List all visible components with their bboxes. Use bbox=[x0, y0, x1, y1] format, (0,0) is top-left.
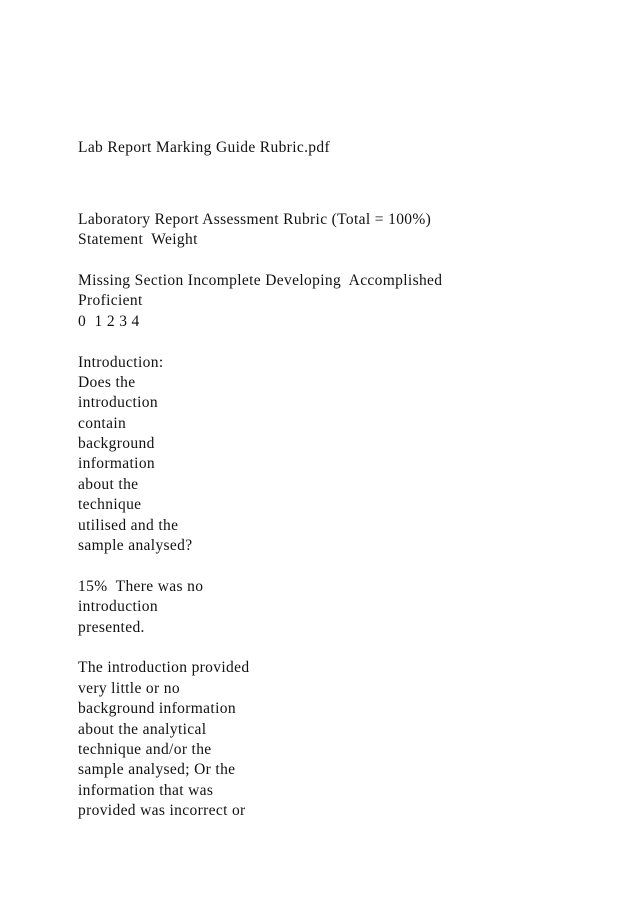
incomplete-line: sample analysed; Or the bbox=[78, 761, 236, 779]
rubric-heading: Laboratory Report Assessment Rubric (Total = 100%) bbox=[78, 210, 432, 228]
weight-and-missing-description bbox=[78, 577, 598, 638]
incomplete-line: information that was bbox=[78, 781, 214, 799]
incomplete-line: provided was incorrect or bbox=[78, 802, 246, 820]
level-names-line-2: Proficient bbox=[78, 292, 143, 310]
spacer bbox=[78, 556, 598, 576]
document-text bbox=[78, 138, 598, 822]
missing-line: introduction bbox=[78, 598, 158, 616]
weight-line: 15% There was no bbox=[78, 577, 204, 595]
criterion-line: Introduction: bbox=[78, 353, 164, 371]
incomplete-line: The introduction provided bbox=[78, 659, 250, 677]
criterion-line: information bbox=[78, 455, 156, 473]
spacer bbox=[78, 332, 598, 352]
criterion-line: sample analysed? bbox=[78, 537, 193, 555]
criterion-line: introduction bbox=[78, 394, 158, 412]
incomplete-line: very little or no bbox=[78, 679, 180, 697]
incomplete-line: technique and/or the bbox=[78, 740, 212, 758]
spacer bbox=[78, 251, 598, 271]
incomplete-description bbox=[78, 658, 598, 821]
spacer bbox=[78, 189, 598, 209]
level-names-line-1: Missing Section Incomplete Developing Accomplished bbox=[78, 271, 443, 289]
spacer bbox=[78, 638, 598, 658]
column-heading: Statement Weight bbox=[78, 231, 198, 249]
criterion-statement bbox=[78, 353, 598, 557]
criterion-line: background bbox=[78, 435, 155, 453]
incomplete-line: background information bbox=[78, 700, 236, 718]
criterion-line: Does the bbox=[78, 373, 136, 391]
incomplete-line: about the analytical bbox=[78, 720, 207, 738]
level-scores: 0 1 2 3 4 bbox=[78, 312, 140, 330]
criterion-line: contain bbox=[78, 414, 127, 432]
spacer bbox=[78, 158, 598, 189]
criterion-line: utilised and the bbox=[78, 516, 179, 534]
criterion-line: about the bbox=[78, 475, 139, 493]
criterion-line: technique bbox=[78, 496, 142, 514]
missing-line: presented. bbox=[78, 618, 145, 636]
file-title: Lab Report Marking Guide Rubric.pdf bbox=[78, 139, 331, 156]
